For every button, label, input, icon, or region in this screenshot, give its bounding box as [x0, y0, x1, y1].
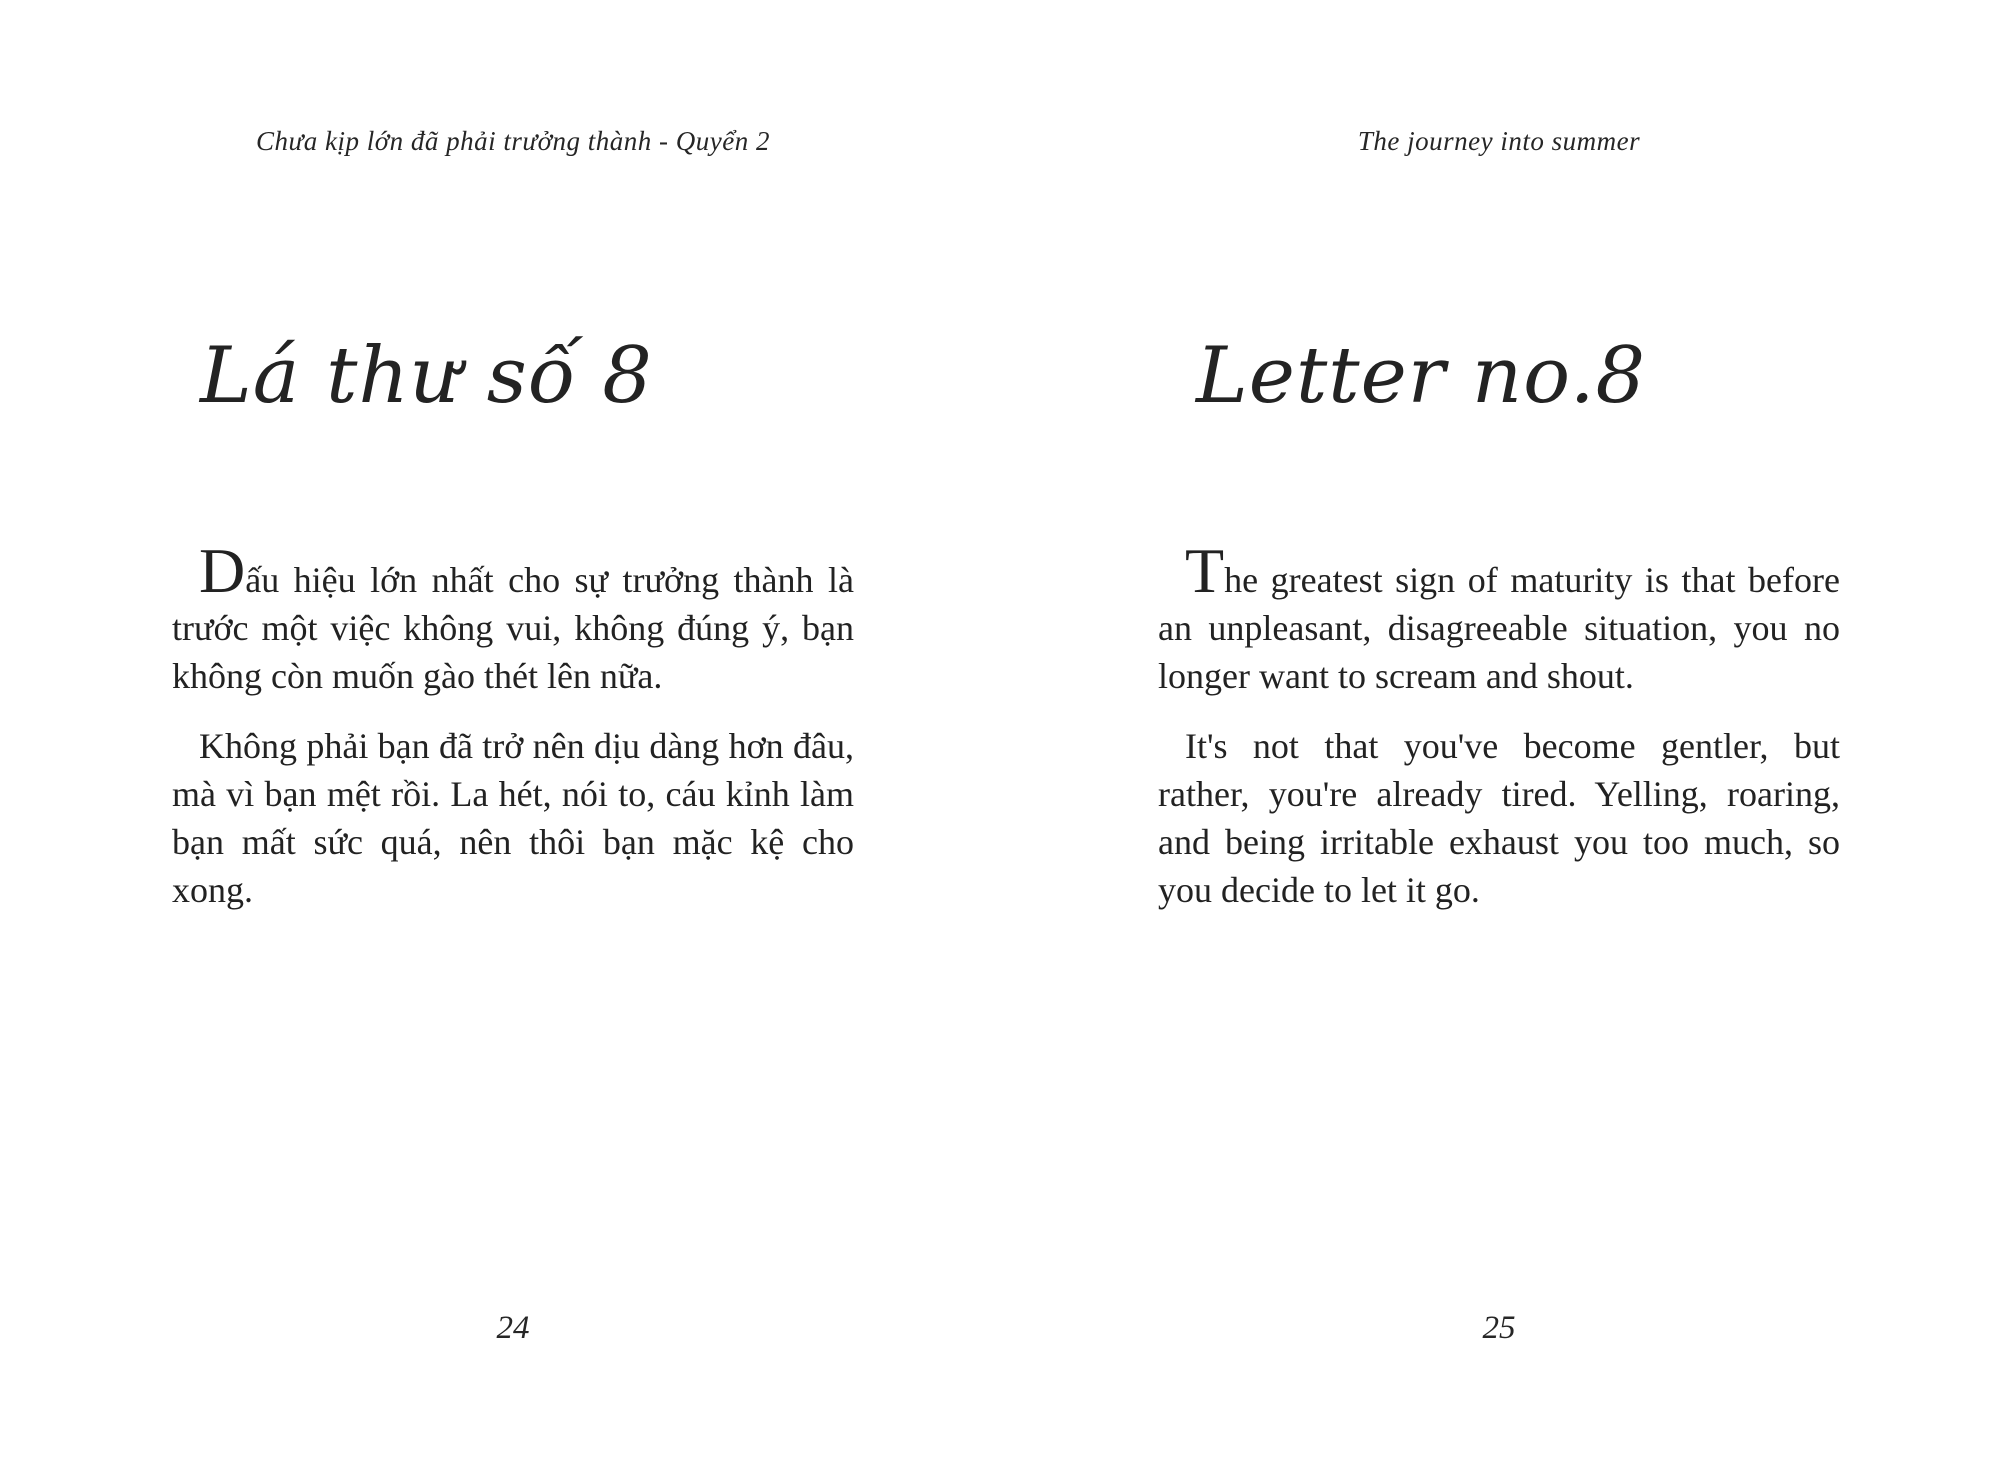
page-number-left: 24 — [496, 1310, 530, 1346]
paragraph-text: Không phải bạn đã trở nên dịu dàng hơn đâu, mà vì bạn mệt rồi. La hét, nói to, cáu kỉnh làm bạn mất sức quá, nên thôi bạn mặc kệ cho xong. — [172, 726, 854, 910]
page-number-right: 25 — [1482, 1310, 1516, 1346]
paragraph-text: he greatest sign of maturity is that before an unpleasant, disagreeable situation, you no longer want to scream and shout. — [1158, 560, 1840, 696]
chapter-title-left: Lá thư số 8 — [200, 331, 653, 421]
paragraph — [172, 722, 854, 914]
initial-cap: T — [1185, 535, 1225, 606]
paragraph — [1158, 535, 1840, 700]
body-text-left — [172, 535, 854, 914]
body-text-right — [1158, 535, 1840, 914]
paragraph — [172, 535, 854, 700]
initial-cap: D — [199, 535, 246, 606]
page-right — [1000, 0, 2000, 1484]
chapter-title-right: Letter no.8 — [1196, 331, 1647, 421]
running-header-left: Chưa kịp lớn đã phải trưởng thành - Quyển 2 — [256, 126, 770, 156]
paragraph-text: It's not that you've become gentler, but rather, you're already tired. Yelling, roaring, and being irritable exhaust you too much, so you decide to let it go. — [1158, 726, 1840, 910]
running-header-right: The journey into summer — [1357, 126, 1641, 156]
paragraph — [1158, 722, 1840, 914]
paragraph-text: ấu hiệu lớn nhất cho sự trưởng thành là trước một việc không vui, không đúng ý, bạn không còn muốn gào thét lên nữa. — [172, 560, 854, 696]
